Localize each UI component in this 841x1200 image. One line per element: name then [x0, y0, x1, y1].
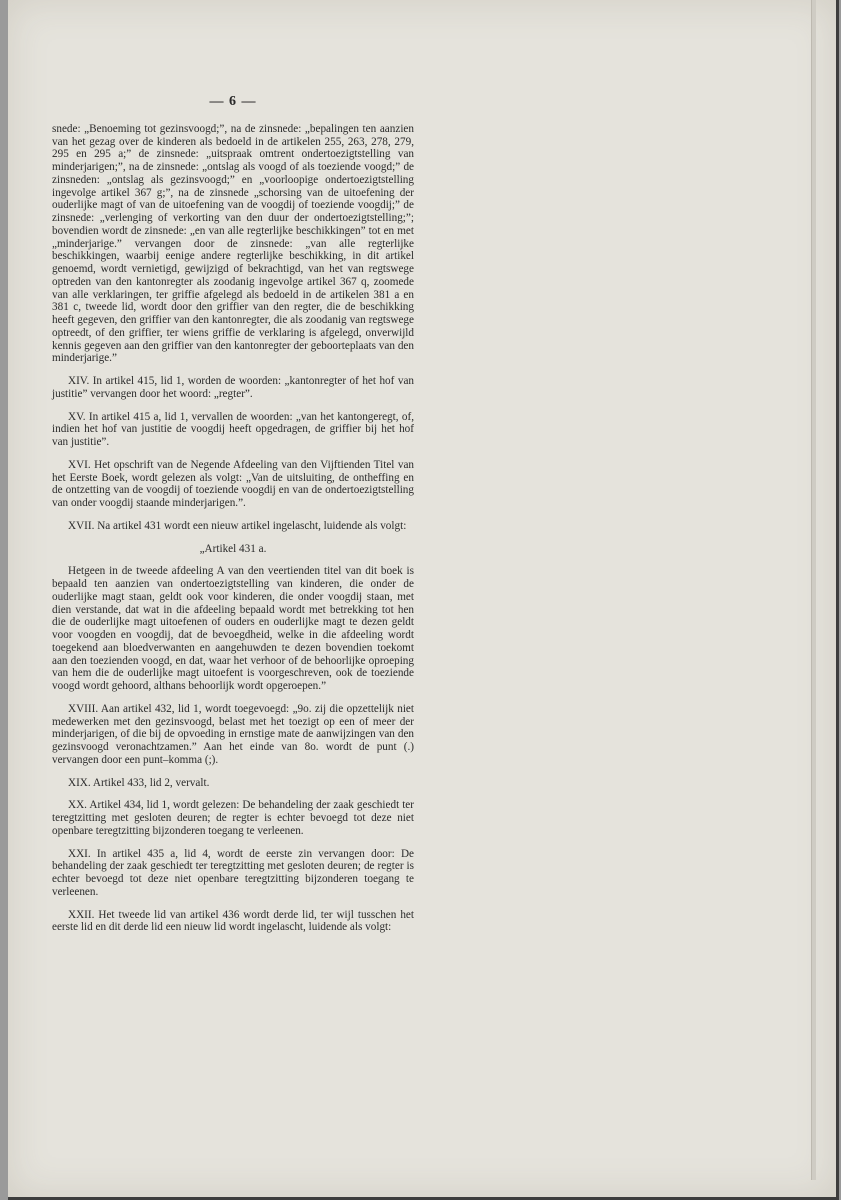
document-page	[8, 0, 839, 1200]
paragraph-xviii: XVIII. Aan artikel 432, lid 1, wordt toegevoegd: „9o. zij die opzettelijk niet medewerken met den gezinsvoogd, belast met het toezigt op een of meer der minderjarigen, of die bij de opvoeding in ernstige mate de aanwijzingen van den gezinsvoogd veronachtzamen.” Aan het einde van 8o. wordt de punt (.) vervangen door een punt–komma (;).	[52, 702, 414, 766]
paragraph-xv: XV. In artikel 415 a, lid 1, vervallen de woorden: „van het kantongeregt, of, indien het hof van justitie de voogdij heeft opgedragen, de griffier bij het hof van justitie”.	[52, 410, 414, 448]
paragraph-xxii: XXII. Het tweede lid van artikel 436 wordt derde lid, ter wijl tusschen het eerste lid en dit derde lid een nieuw lid wordt ingelascht, luidende als volgt:	[52, 908, 414, 934]
text-column	[52, 96, 414, 944]
article-heading: „Artikel 431 a.	[199, 542, 267, 555]
paragraph-article-431a: Hetgeen in de tweede afdeeling A van den veertienden titel van dit boek is bepaald ten aanzien van ondertoezigtstelling van kinderen, die onder de ouderlijke magt staan, geldt ook voor kinderen, die onder voogdij staan, met dien verstande, dat wat in die afdeeling bepaald wordt met betrekking tot hen die de ouderlijke magt uitoefenen of ouders en ouderlijke magt te dezen geldt voor voogden en voogdij, dat de bevoegdheid, welke in die afdeeling wordt toegekend aan bloedverwanten en aangehuwden te dezen bovendien toekomt aan den toezienden voogd, en dat, waar het verhoor of de behoorlijke oproeping van hem die de ouderlijke magt uitoefent is voorgeschreven, ook de toeziende voogd wordt gehoord, althans behoorlijk wordt opgeroepen.”	[52, 565, 414, 692]
paragraph-xx: XX. Artikel 434, lid 1, wordt gelezen: De behandeling der zaak geschiedt ter teregtzitting met gesloten deuren; de regter is echter bevoegd tot deze niet openbare teregtzitting bijzonderen toegang te verleenen.	[52, 799, 414, 837]
paragraph-xix: XIX. Artikel 433, lid 2, vervalt.	[68, 776, 210, 789]
paragraph-xvi: XVI. Het opschrift van de Negende Afdeeling van den Vijftienden Titel van het Eerste Boek, wordt gelezen als volgt: „Van de uitsluiting, de ontheffing en de ontzetting van de voogdij of toeziende voogdij en van de ondertoezigtstelling van onder voogdij staande minderjarigen.”.	[52, 458, 414, 509]
paragraph-continuation: snede: „Benoeming tot gezinsvoogd;”, na de zinsnede: „bepalingen ten aanzien van het gezag over de kinderen als bedoeld in de artikelen 255, 263, 278, 279, 295 en 295 a;” de zinsnede: „uitspraak omtrent ondertoezigtstelling van minderjarigen;”, na de zinsnede: „ontslag als voogd of als toeziende voogd;” de zinsneden: „ontslag als gezinsvoogd;” en „voorloopige ondertoezigtstelling ingevolge artikel 367 g;”, na de zinsnede „schorsing van de uitoefening der ouderlijke magt of van de uitoefening van de voogdij of toeziende voogdij;” de zinsnede: „verlenging of verkorting van den duur der ondertoezigtstelling;”; bovendien wordt de zinsnede: „en van alle regterlijke beschikkingen” tot en met „minderjarige.” vervangen door de zinsnede: „van alle regterlijke beschikkingen, waarbij eenige andere regterlijke beschikking, in dit artikel genoemd, wordt vernietigd, gewijzigd of bekrachtigd, van het van regtswege optreden van den kantonregter als zoodanig ingevolge artikel 367 q, zoomede van alle verklaringen, ter griffie afgelegd als bedoeld in de artikelen 381 a en 381 c, tweede lid, wordt door den griffier van den regter, die de beschikking heeft gegeven, den griffier van den kantonregter, die als zoodanig van regtswege optreedt, of den griffier, ter wiens griffie de verklaring is afgelegd, onverwijld kennis gegeven aan den griffier van den kantonregter der geboorteplaats van den minderjarige.”	[52, 122, 414, 365]
page-edge	[811, 0, 816, 1180]
paragraph-xiv: XIV. In artikel 415, lid 1, worden de woorden: „kantonregter of het hof van justitie” vervangen door het woord: „regter”.	[52, 375, 414, 400]
paragraph-xxi: XXI. In artikel 435 a, lid 4, wordt de eerste zin vervangen door: De behandeling der zaak geschiedt ter teregtzitting met gesloten deuren; de regter is echter bevoegd tot deze niet openbare teregtzitting bijzonderen toegang te verleenen.	[52, 847, 414, 898]
page-number: — 6 —	[209, 94, 257, 109]
paragraph-xvii: XVII. Na artikel 431 wordt een nieuw artikel ingelascht, luidende als volgt:	[68, 519, 407, 532]
